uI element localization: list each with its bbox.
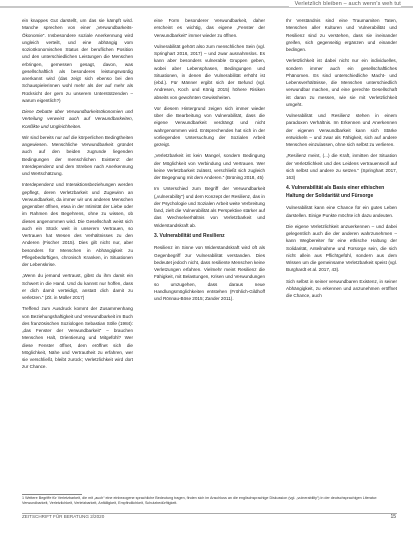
paragraph: Vulnerabilität gehört also zum menschlichen Sein (vgl. Springhart 2016, 2017) – und zwar ausnahmslos. Es kann aber besonders vulnerable Gruppen geben, wobei aber Lebensphasen, Bedingungen und Situationen, in denen die Vulnerabilität erhöht ist (ebd.). Für Männer ergibt sich der Befund (vgl. Andresen, Koch und König 2015) höhere Risiken abseits von gewohnten Gewissheiten. (154, 43, 265, 100)
footnote: 1 Weitere Begriffe für Verletzbarkeit, die mit „auch“ eine einbezogene sprachliche Bedeutung tragen, finden sich im Anschluss an die englischsprachige Diskussion (vgl. „vulnerability“) in der deutschsprachigen Literatur: Verwundbarkeit, Verletzlichkeit, Verletzbarkeit, Anfälligkeit, Empfindlichkeit, Schutzbedürftigkeit. (22, 496, 378, 506)
section-heading: 4. Vulnerabilität als Basis einer ethischen Haltung der Solidarität und Fürsorge (286, 185, 385, 199)
section-heading: 3. Vulnerabilität und Resilienz (154, 232, 225, 239)
paragraph: Interdependenz und Interaktionsbeziehungen werden gepflegt, deren Verletzbarkeit und Zugewinn an Verwundbarkeit, da immer wir uns anderen Menschen gegenüber öffnen, etwa in der Intimität der Liebe oder im Rahmen des Begehrens, ohne zu wissen, ob dieses angenommen wird. Die Gesellschaft weist sich auch ein Stück weit in unserem Vertrauen, so Vertrauen hat Wesen des Verhältnisses zu den Anderen (Fischer 2015). Dies gilt nicht nur, aber besonders für Menschen in Abhängigkeit zu Pflegebedürftigen, chronisch Kranken, in Situationen der Lebenskrise. (22, 182, 133, 267)
paragraph: Ihr Verständnis sind eine Traumamiten Taten, Menschen aller Kulturen und Vulnerabilität und Resilienz sind zu verstehen, dass sie ineinander greifen, sich gegenseitig ergänzen und einander bedingen. (286, 18, 397, 52)
paragraph: Im Unterschied zum Begriff der Verwundbarkeit („vulnerability“) und dem Konzept der Resilienz, das in der Psychologie und Sozialen Arbeit weite Verbreitung fand, zielt die Vulnerabilität als Perspektive stärker auf das Wechselverhältnis von Verletzbarkeit und Widerstandskraft ab. (154, 186, 265, 228)
paragraph: Die eigene Verletzlichkeit anzuerkennen – und dabei gelegentlich auch die der anderen wahrzunehmen – kann Wegbereiter für eine ethische Haltung der Solidarität, Anteilnahme und Fürsorge sein, die sich nicht allein aus Pflichtgefühl, sondern aus dem Wissen um die gemeinsame Verletzbarkeit speist (vgl. Burghardt et al. 2017, 43). (286, 223, 397, 273)
paragraph: „Resilienz meint, (...) die Kraft, inmitten der Situation der Verletzlichkeit und des Leidens vertrauensvoll auf sich selbst und andere zu setzen.“ (Springhart 2017, 163) (286, 153, 397, 180)
paragraph: Vor diesem Hintergrund zeigen sich immer wieder über die Bearbeitung von Vulnerabilität, dass die eigene Verwundbarkeit verdrängt und nicht wahrgenommen wird. Entsprechendes hat sich in der vorliegenden Untersuchung der Sozialen Arbeit gezeigt. (154, 105, 265, 147)
column-left (22, 17, 133, 494)
pull-quote: Diese Debatte über Verwundbarkeitsökonomien und Verteilung verweist auch auf Verwundbarkeiten, Konflikte und Ungleichheiten. (22, 109, 133, 129)
paragraph: Wir sind bereits nur auf die körperlichen Bedingtheiten angewiesen. Menschliche Verwundbarkeit gründet auch auf den beiden zugrunde liegenden Bedingungen der menschlichen Existenz: der Interdependenz und dem Streben nach Anerkennung und Wertschätzung. (22, 134, 133, 176)
paragraph: Resilienz im Sinne von Widerstandskraft wird oft als Gegenbegriff zur Vulnerabilität verstanden. Dies bedeutet jedoch nicht, dass resiliente Menschen keine Verletzungen erfahren. Vielmehr meint Resilienz die Fähigkeit, mit Belastungen, Krisen und Verwundungen so umzugehen, dass daraus neue Handlungsmöglichkeiten entstehen (Fröhlich-Gildhoff und Rönnau-Böse 2015; Zander 2011). (154, 245, 265, 301)
paragraph: ein knappes Gut darstellt, um das sie kämpft wird. Manche sprechen von einer „Verwundbarkeits-Ökonomie“. Insbesondere soziale Anerkennung wird ungleich verteilt, und eine abhängig vom sozioökonomischen Status der beruflichen Position und den unterschiedlichen Leistungen die Menschen erbringen, gemessen gesagt, davon, was gesellschaftlich als besonderes leistungswürdig anerkannt wird (das zeigt sich ebenso bei den Schauspielerinnen wohl mehr als der auf mehr als Rücksicht der gern zu unserem Unterstützenden – warum eigentlich?) (22, 18, 133, 103)
column-middle (154, 17, 265, 494)
article-body (22, 17, 397, 494)
paragraph: Vulnerabilität kann eine Chance für ein gutes Leben darstellen. Einige Punkte möchte ich dazu andeuten. (286, 205, 397, 218)
paragraph: Sich selbst in seiner verwundbaren Existenz, in seiner Abhängigkeit, zu erkennen und anzunehmen eröffnet die Chance, auch (286, 278, 397, 298)
page-number: 15 (390, 514, 396, 520)
paragraph: Verletzlichkeit ist dabei nicht nur ein individuelles, sondern immer auch ein gesellschaftliches Phänomen. Es sind unterschiedliche Macht- und Lebensverhältnisse, die Menschen unterschiedlich verwundbar machen, und eine gerechte Gesellschaft ist daran zu messen, wie sie mit Verletzlichkeit umgeht. (286, 58, 397, 107)
column-right (286, 17, 397, 494)
paragraph: eine Form besonderer Verwundbarkeit, daher erscheint es wichtig, das eigene „Fenster der Verwundbarkeit“ immer wieder zu öffnen. (154, 18, 265, 38)
paragraph: „Verletzbarkeit ist kein Mangel, sondern Bedingung der Möglichkeit von Verbindung und Vertrauen. Wer keine Verletzbarkeit zulässt, verschließt sich zugleich der Begegnung mit dem Anderen.“ (Brüning 2018, 45) (154, 153, 265, 180)
paragraph: Treffend zum Ausdruck kommt der Zusammenhang von Beziehungshaftigkeit und Verwundbarkeit im Buch des französischen Soziologen Sebastian Sölle (1984): „das Fenster der Verwundbarkeit“ – brauchen Menschen Halt, Orientierung und Mitgefühl? Wer diese Fenster öffnet, dem eröffnet sich die Möglichkeit, Nähe und Vertrautheit zu erfahren, wer sie verschließt, bleibt zurück; Verletzlichkeit wird dort zur Chance. (22, 306, 133, 370)
footnote-rule (22, 494, 82, 495)
paragraph: „Wenn du jemand vertraust, gibst du ihm damit ein Schwert in die Hand. Und du kannst nur hoffen, dass er dich damit verteidigt, anstatt dich damit zu verletzen.“ (Zit. in Müller 2017) (22, 273, 133, 300)
footer-journal: ZEITSCHRIFT FÜR BERATUNG 2/2020 (22, 514, 105, 519)
paragraph: Vulnerabilität und Resilienz stehen in einem paradoxen Verhältnis. Im Erkennen und Anerkennen der eigenen Verwundbarkeit kann sich Stärke entwickeln – und zwar als Fähigkeit, sich auf andere Menschen einzulassen, ohne sich selbst zu verlieren. (286, 113, 397, 147)
running-head: Verletzlich bleiben – auch wenn's weh tut (289, 1, 401, 7)
